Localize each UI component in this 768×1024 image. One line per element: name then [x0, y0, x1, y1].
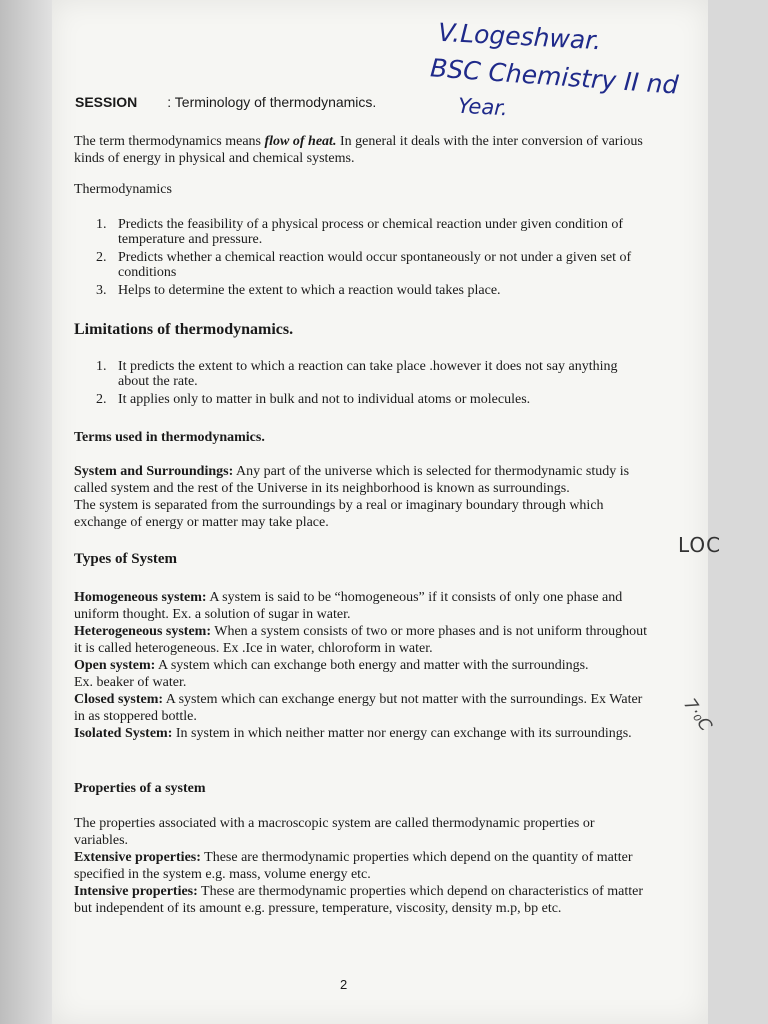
- list-number: 2.: [96, 392, 107, 407]
- handwritten-course: BSC Chemistry II nd: [429, 53, 680, 100]
- thermo-heading: Thermodynamics: [74, 182, 172, 197]
- types-list: [74, 589, 650, 742]
- system-surroundings-text: Any part of the universe which is selected for thermodynamic study is called system and the rest of the Universe in its neighborhood is known as surroundings.: [74, 464, 630, 496]
- type-text: When a system consists of two or more phases and is not uniform throughout it is called heterogeneous. Ex .Ice in water, chloroform in water.: [74, 624, 648, 656]
- property-item: [74, 883, 650, 917]
- type-item: [74, 674, 650, 691]
- type-item: [74, 691, 650, 725]
- type-item: [74, 657, 650, 674]
- intro-paragraph: [74, 133, 650, 167]
- system-surroundings-text2: The system is separated from the surroundings by a real or imaginary boundary through which exchange of energy or matter may take place.: [74, 498, 604, 530]
- type-item: [74, 725, 650, 742]
- session-header: [75, 94, 376, 110]
- list-number: 3.: [96, 283, 107, 298]
- property-text: These are thermodynamic properties which depend on the quantity of matter specified in the system e.g. mass, volume energy etc.: [74, 850, 633, 882]
- limitations-list: [96, 359, 651, 410]
- properties-section: [74, 815, 650, 917]
- type-text: A system which can exchange both energy and matter with the surroundings.: [155, 658, 589, 673]
- type-text: A system which can exchange energy but not matter with the surroundings. Ex Water in as stoppered bottle.: [74, 692, 643, 724]
- page-number: 2: [340, 977, 348, 992]
- session-title: : Terminology of thermodynamics.: [167, 94, 377, 110]
- type-item: [74, 623, 650, 657]
- property-item: [74, 849, 650, 883]
- type-label: Closed system:: [74, 692, 164, 707]
- type-text: A system is said to be “homogeneous” if it consists of only one phase and uniform thought. Ex. a solution of sugar in water.: [74, 590, 623, 622]
- type-item: [74, 589, 650, 623]
- property-label: Intensive properties:: [74, 884, 198, 899]
- type-text: Ex. beaker of water.: [74, 675, 187, 690]
- properties-heading: Properties of a system: [74, 781, 206, 796]
- property-text: These are thermodynamic properties which depend on characteristics of matter but independent of its amount e.g. pressure, temperature, viscosity, density m.p, bp etc.: [74, 884, 644, 916]
- list-item: [96, 217, 651, 247]
- system-surroundings-label: System and Surroundings:: [74, 464, 234, 479]
- session-label: SESSION: [75, 94, 138, 110]
- type-label: Isolated System:: [74, 726, 173, 741]
- list-text: It predicts the extent to which a reaction can take place .however it does not say anything about the rate.: [118, 359, 618, 389]
- list-item: [96, 392, 651, 407]
- list-item: [96, 250, 651, 280]
- system-surroundings-paragraph: [74, 463, 650, 531]
- list-number: 1.: [96, 359, 107, 374]
- intro-emphasis: flow of heat.: [264, 134, 337, 149]
- list-text: Predicts the feasibility of a physical process or chemical reaction under given condition of temperature and pressure.: [118, 217, 624, 247]
- intro-text-after: In general it deals with the inter conversion of various kinds of energy in physical and chemical systems.: [74, 134, 643, 166]
- thermo-list: [96, 217, 651, 301]
- intro-text-before: The term thermodynamics means: [74, 134, 265, 149]
- type-label: Homogeneous system:: [74, 590, 207, 605]
- type-label: Open system:: [74, 658, 156, 673]
- property-label: Extensive properties:: [74, 850, 201, 865]
- terms-heading: Terms used in thermodynamics.: [74, 430, 265, 445]
- properties-intro: The properties associated with a macroscopic system are called thermodynamic properties or variables.: [74, 816, 595, 848]
- scan-edge: [0, 0, 56, 1024]
- margin-note-1: LOC: [678, 533, 722, 557]
- handwritten-name: V.Logeshwar.: [437, 17, 602, 56]
- handwritten-year: Year.: [457, 93, 509, 121]
- margin-note-2: 7·₀C: [679, 694, 716, 736]
- list-number: 1.: [96, 217, 107, 232]
- type-text: In system in which neither matter nor energy can exchange with its surroundings.: [172, 726, 632, 741]
- list-number: 2.: [96, 250, 107, 265]
- list-text: Predicts whether a chemical reaction would occur spontaneously or not under a given set of conditions: [118, 250, 632, 280]
- list-item: [96, 359, 651, 389]
- list-text: It applies only to matter in bulk and not to individual atoms or molecules.: [118, 392, 531, 407]
- limitations-heading: Limitations of thermodynamics.: [74, 321, 294, 338]
- types-heading: Types of System: [74, 551, 178, 567]
- list-text: Helps to determine the extent to which a reaction would takes place.: [118, 283, 501, 298]
- type-label: Heterogeneous system:: [74, 624, 211, 639]
- list-item: [96, 283, 651, 298]
